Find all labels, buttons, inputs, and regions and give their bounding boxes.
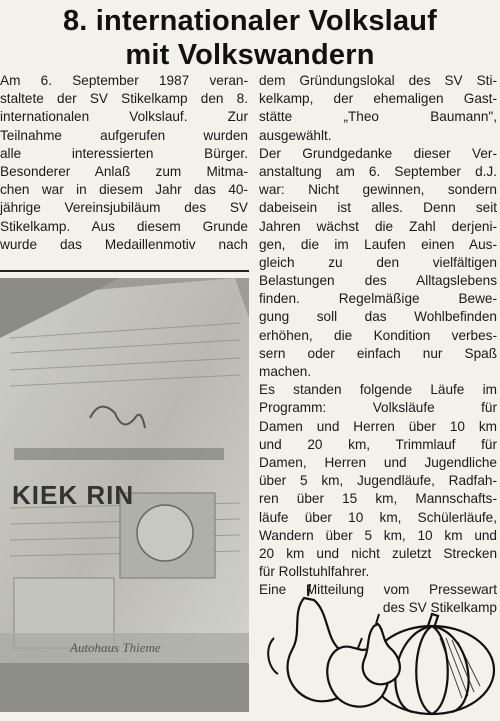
text-line-signature: des SV Stikelkamp: [382, 600, 497, 616]
text-line: Besonderer Anlaß zum Mitma-: [0, 163, 248, 179]
fruit-illustration-graphic: [262, 578, 498, 716]
photo-newspaper-masthead: KIEK RIN: [12, 480, 135, 510]
text-line: und 20 km, Trimmlauf für: [259, 436, 497, 452]
text-line: 20 km und nicht zuletzt Strecken: [259, 545, 497, 561]
photo-ad-text: Autohaus Thieme: [70, 640, 161, 655]
text-line: chen war in diesem Jahr das 40-: [0, 182, 248, 198]
right-text-column: [259, 72, 497, 618]
text-line: ren über 15 km, Mannschafts-: [259, 491, 497, 507]
text-line: erhöhen, die Kondition verbes-: [259, 327, 497, 343]
text-line: war: Nicht gewinnen, sondern: [259, 182, 497, 198]
text-line: alle interessierten Bürger.: [0, 145, 248, 161]
text-line: über 5 km, Jugendläufe, Radfah-: [259, 473, 497, 489]
text-line: Jahren wächst die Zahl derjeni-: [259, 218, 497, 234]
text-line: Damen, Herren und Jugendliche: [259, 454, 497, 470]
text-line: dabeisein ist alles. Denn seit: [259, 200, 497, 216]
headline-line-2: mit Volkswandern: [125, 39, 375, 71]
text-line: gleich zu den vielfältigen: [259, 254, 497, 270]
text-line: läufe über 10 km, Schülerläufe,: [259, 509, 497, 525]
text-line: Es standen folgende Läufe im: [259, 382, 497, 398]
text-line: ausgewählt.: [259, 127, 332, 143]
text-line: Eine Mitteilung vom Pressewart: [259, 582, 497, 598]
column-divider-rule: [0, 270, 249, 272]
text-line: Der Grundgedanke dieser Ver-: [259, 145, 497, 161]
fruit-illustration: [262, 578, 498, 716]
text-line: wurde das Medaillenmotiv nach: [0, 236, 248, 252]
text-line: Teilnahme aufgerufen wurden: [0, 127, 248, 143]
text-line: für Rollstuhlfahrer.: [259, 564, 370, 580]
text-line: gen, die im Laufen einen Aus-: [259, 236, 497, 252]
text-line: anstaltung am 6. September d.J.: [259, 163, 497, 179]
text-line: machen.: [259, 364, 312, 379]
text-line: dem Gründungslokal des SV Sti-: [259, 73, 497, 88]
text-line: Am 6. September 1987 veran-: [0, 73, 248, 88]
text-line: jährige Vereinsjubiläum des SV: [0, 200, 248, 216]
text-line: sern oder einfach nur Spaß: [259, 345, 497, 361]
text-line: Belastungen des Alltagslebens: [259, 273, 497, 289]
article-headline: [0, 4, 500, 72]
text-line: kelkamp, der ehemaligen Gast-: [259, 91, 497, 107]
headline-line-1: 8. internationaler Volkslauf: [62, 5, 438, 37]
text-line: Wandern über 5 km, 10 km und: [259, 527, 497, 543]
text-line: staltete der SV Stikelkamp den 8.: [0, 91, 248, 107]
text-line: gung soll das Wohlbefinden: [259, 309, 497, 325]
text-line: finden. Regelmäßige Bewe-: [259, 291, 497, 307]
text-line: Damen und Herren über 10 km: [259, 418, 497, 434]
text-line: Stikelkamp. Aus diesem Grunde: [0, 218, 248, 234]
text-line: stätte „Theo Baumann",: [259, 109, 497, 125]
left-text-column: [0, 72, 248, 254]
text-line: Programm: Volksläufe für: [259, 400, 497, 416]
text-line: internationalen Volkslauf. Zur: [0, 109, 248, 125]
